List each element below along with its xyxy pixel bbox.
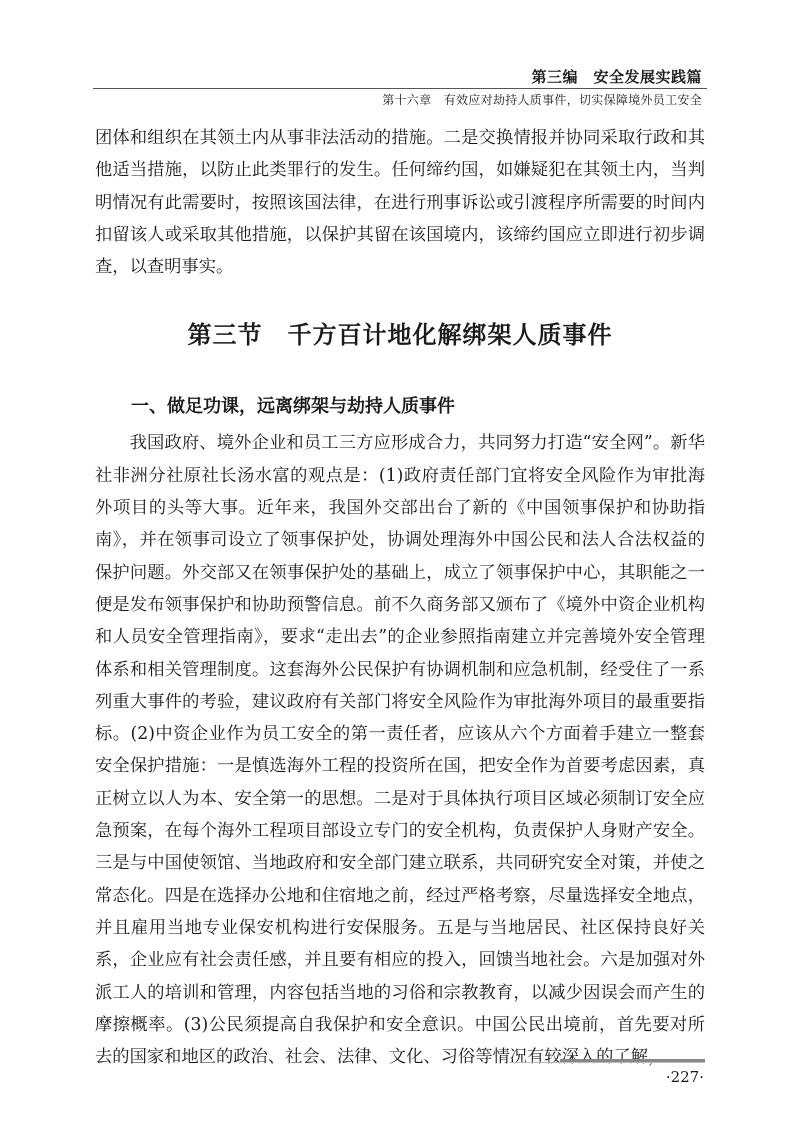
chapter-title: 第十六章 有效应对劫持人质事件，切实保障境外员工安全 <box>382 93 702 107</box>
continued-paragraph: 团体和组织在其领土内从事非法活动的措施。二是交换情报并协同采取行政和其他适当措施，以防止此类罪行的发生。任何缔约国，如嫌疑犯在其领土内，当判明情况有此需要时，按照该国法律，在进行刑事诉讼或引渡程序所需要的时间内扣留该人或采取其他措施，以保护其留在该国境内，该缔约国应立即进行初步调查，以查明事实。 <box>95 128 705 278</box>
subsection-title: 一、做足功课，远离绑架与劫持人质事件 <box>131 396 455 418</box>
body-paragraph: 我国政府、境外企业和员工三方应形成合力，共同努力打造“安全网”。新华社非洲分社原社长汤水富的观点是：(1)政府责任部门宜将安全风险作为审批海外项目的头等大事。近年来，我国外交部出台了新的《中国领事保护和协助指南》，并在领事司设立了领事保护处，协调处理海外中国公民和法人合法权益的保护问题。外交部又在领事保护处的基础上，成立了领事保护中心，其职能之一便是发布领事保护和协助预警信息。前不久商务部又颁布了《境外中资企业机构和人员安全管理指南》，要求“走出去”的企业参照指南建立并完善境外安全管理体系和相关管理制度。这套海外公民保护有协调机制和应急机制，经受住了一系列重大事件的考验，建议政府有关部门将安全风险作为审批海外项目的最重要指标。(2)中资企业作为员工安全的第一责任者，应该从六个方面着手建立一整套安全保护措施：一是慎选海外工程的投资所在国，把安全作为首要考虑因素，真正树立以人为本、安全第一的思想。二是对于具体执行项目区域必须制订安全应急预案，在每个海外工程项目部设立专门的安全机构，负责保护人身财产安全。三是与中国使领馆、当地政府和安全部门建立联系，共同研究安全对策，并使之常态化。四是在选择办公地和住宿地之前，经过严格考察，尽量选择安全地点，并且雇用当地专业保安机构进行安保服务。五是与当地居民、社区保持良好关系，企业应有社会责任感，并且要有相应的投入，回馈当地社会。六是加强对外派工人的培训和管理，内容包括当地的习俗和宗教教育，以减少因误会而产生的摩擦概率。(3)公民须提高自我保护和安全意识。中国公民出境前，首先要对所去的国家和地区的政治、社会、法律、文化、习俗等情况有较深入的了解， <box>95 433 705 1068</box>
page-body <box>95 122 705 1073</box>
part-title: 第三编 安全发展实践篇 <box>531 68 702 86</box>
footer-divider-accent <box>560 1059 705 1062</box>
footer-divider <box>510 1062 705 1063</box>
page-number: ·227· <box>665 1068 704 1086</box>
header-divider <box>93 88 707 89</box>
section-title: 第三节 千方百计地化解绑架人质事件 <box>187 321 613 350</box>
running-header <box>0 0 800 110</box>
